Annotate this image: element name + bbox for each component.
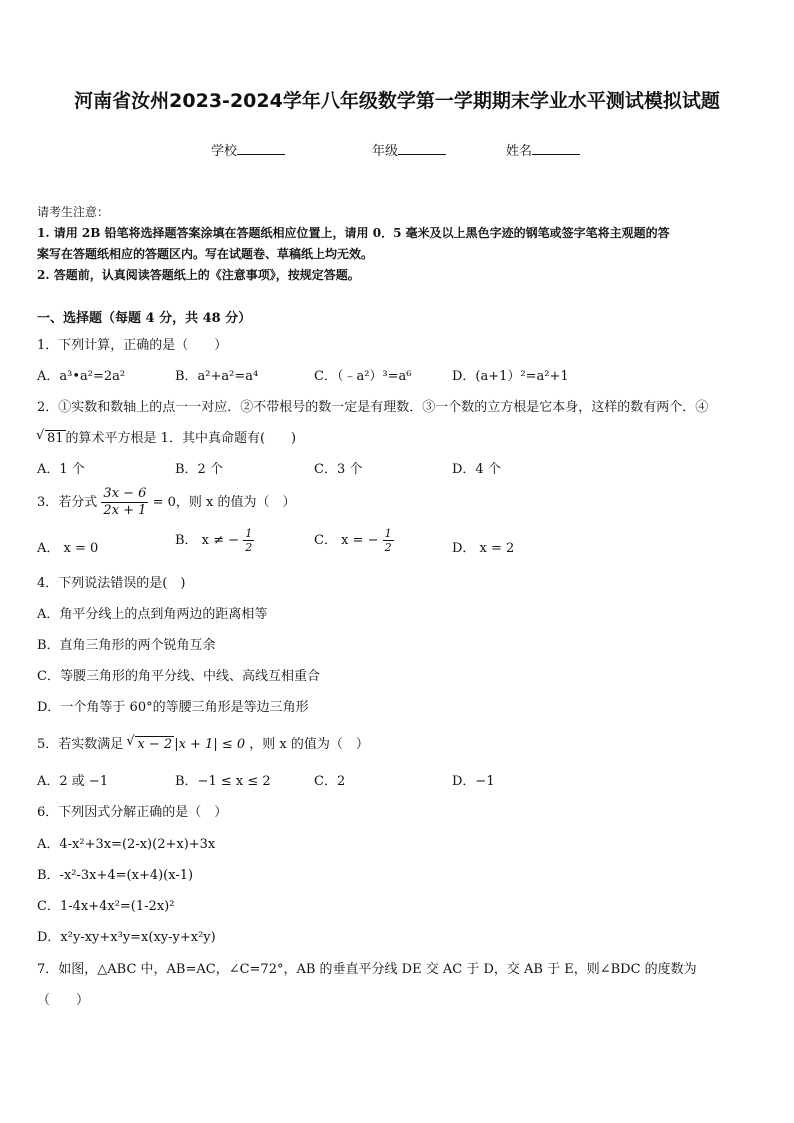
grade-field xyxy=(372,140,446,159)
q6-option-d: D．x²y-xy+x³y=x(xy-y+x²y) xyxy=(37,930,216,945)
question-2-stem: 2．①实数和数轴上的点一一对应．②不带根号的数一定是有理数．③一个数的立方根是它本身，这样的数有两个．④ xyxy=(37,400,709,415)
q3-option-c-fraction xyxy=(383,527,394,554)
q3-option-b-den: 2 xyxy=(245,541,253,554)
name-field xyxy=(506,140,580,159)
q1-option-a: A．a³•a²=2a² xyxy=(37,369,126,384)
question-4-stem: 4．下列说法错误的是( ) xyxy=(37,576,186,591)
q3-option-a: A． x = 0 xyxy=(37,541,99,556)
name-blank xyxy=(532,142,580,155)
school-blank xyxy=(237,142,285,155)
question-1-stem: 1．下列计算，正确的是（ ） xyxy=(37,338,228,353)
question-7-stem: 7．如图，△ABC 中，AB=AC，∠C=72°，AB 的垂直平分线 DE 交 AC 于 D，交 AB 于 E，则∠BDC 的度数为 xyxy=(37,962,697,977)
q3-option-b-fraction xyxy=(243,527,254,554)
grade-blank xyxy=(398,142,446,155)
q5-option-b: B．−1 ≤ x ≤ 2 xyxy=(175,774,271,789)
q3-option-c xyxy=(314,527,394,554)
school-label: 学校 xyxy=(211,144,238,159)
q2-option-d: D．4 个 xyxy=(452,462,501,477)
q5-stem-pre: 5．若实数满足 xyxy=(37,737,124,752)
notice-item-1a: 1. 请用 2B 铅笔将选择题答案涂填在答题纸相应位置上，请用 0．5 毫米及以上黑色字迹的钢笔或签字笔将主观题的答 xyxy=(37,226,670,240)
question-3-stem xyxy=(37,486,296,519)
q1-option-d: D．(a+1）²=a²+1 xyxy=(452,369,569,384)
q3-fraction-numerator: 3x − 6 xyxy=(103,486,147,501)
q3-option-b-text: B． x ≠ − xyxy=(175,533,240,548)
question-6-stem: 6．下列因式分解正确的是（ ） xyxy=(37,805,228,820)
q2-stem-tail: 的算术平方根是 1．其中真命题有( ) xyxy=(65,431,297,446)
section-heading: 一、选择题（每题 4 分，共 48 分） xyxy=(37,311,252,326)
q5-option-a: A．2 或 −1 xyxy=(37,774,109,789)
q3-option-b-num: 1 xyxy=(245,527,253,540)
q5-abs: |x + 1| ≤ 0 xyxy=(174,737,246,752)
q6-option-c: C．1-4x+4x²=(1-2x)² xyxy=(37,899,175,914)
q3-stem-post: = 0，则 x 的值为（ ） xyxy=(152,495,296,510)
q5-stem-post: ，则 x 的值为（ ） xyxy=(249,737,369,752)
q3-stem-pre: 3．若分式 xyxy=(37,495,98,510)
q3-option-c-text: C． x = − xyxy=(314,533,379,548)
school-field xyxy=(211,140,285,159)
name-label: 姓名 xyxy=(506,144,533,159)
q6-option-b: B．-x²-3x+4=(x+4)(x-1) xyxy=(37,868,194,883)
q3-option-b xyxy=(175,527,254,554)
q2-option-c: C．3 个 xyxy=(314,462,363,477)
q2-sqrt: √ 81 xyxy=(45,430,66,446)
notice-heading: 请考生注意： xyxy=(37,205,110,219)
q4-option-b: B．直角三角形的两个锐角互余 xyxy=(37,638,216,653)
q1-option-b: B．a²+a²=a⁴ xyxy=(175,369,259,384)
notice-item-1b: 案写在答题纸相应的答题区内。写在试题卷、草稿纸上均无效。 xyxy=(37,247,374,261)
q3-option-d: D． x = 2 xyxy=(452,541,515,556)
q1-option-c: C．（﹣a²）³=a⁶ xyxy=(314,369,412,384)
grade-label: 年级 xyxy=(372,144,399,159)
q2-option-a: A．1 个 xyxy=(37,462,85,477)
q5-sqrt: √ x − 2 xyxy=(135,736,174,752)
q3-option-c-num: 1 xyxy=(384,527,392,540)
question-7-stem-cont: （ ） xyxy=(37,993,90,1008)
q4-option-d: D．一个角等于 60°的等腰三角形是等边三角形 xyxy=(37,700,309,715)
q3-fraction xyxy=(101,486,148,519)
page-title: 河南省汝州2023-2024学年八年级数学第一学期期末学业水平测试模拟试题 xyxy=(74,90,720,112)
q5-option-d: D．−1 xyxy=(452,774,495,789)
q5-option-c: C．2 xyxy=(314,774,346,789)
q4-option-a: A．角平分线上的点到角两边的距离相等 xyxy=(37,607,268,622)
question-2-stem-cont xyxy=(37,427,296,446)
question-5-stem xyxy=(37,733,369,752)
q4-option-c: C．等腰三角形的角平分线、中线、高线互相重合 xyxy=(37,669,320,684)
q6-option-a: A．4-x²+3x=(2-x)(2+x)+3x xyxy=(37,837,216,852)
q3-fraction-denominator: 2x + 1 xyxy=(103,503,147,518)
q2-option-b: B．2 个 xyxy=(175,462,223,477)
q3-option-c-den: 2 xyxy=(384,541,392,554)
notice-item-2: 2. 答题前，认真阅读答题纸上的《注意事项》，按规定答题。 xyxy=(37,268,360,282)
